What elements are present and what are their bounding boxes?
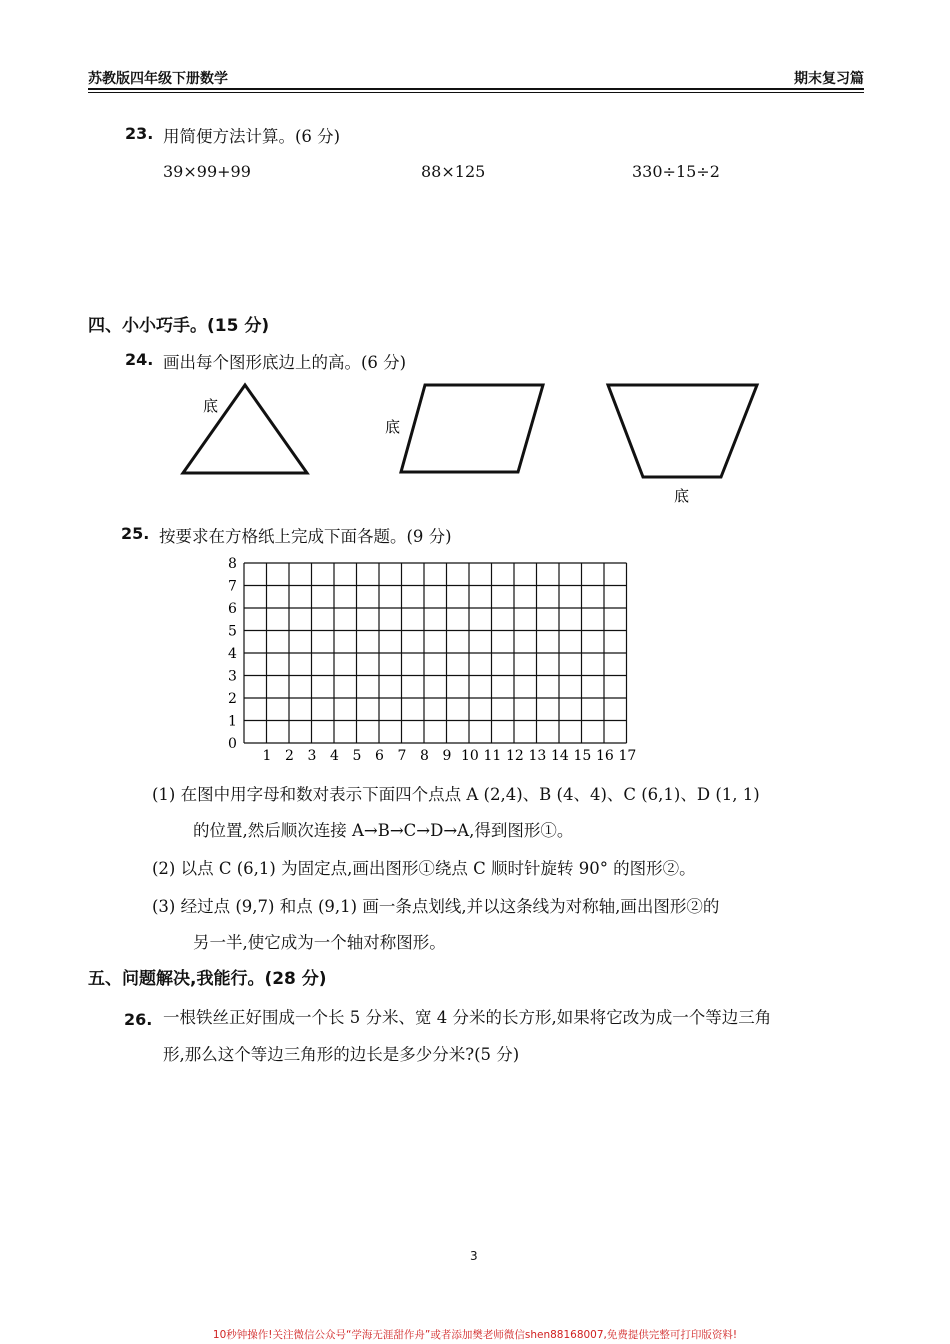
header-right: 期末复习篇 — [794, 71, 864, 87]
x-tick-label: 1 — [262, 748, 272, 764]
x-tick-label: 17 — [618, 748, 637, 764]
header-left: 苏教版四年级下册数学 — [88, 71, 228, 87]
x-tick-label: 8 — [420, 748, 429, 764]
q25-number: 25. — [121, 524, 150, 543]
q25-part-3-line-1: (3) 经过点 (9,7) 和点 (9,1) 画一条点划线,并以这条线为对称轴,画出图形②的 — [152, 897, 720, 916]
triangle-shape — [183, 385, 307, 473]
y-tick-label: 3 — [228, 668, 237, 685]
header-rule-thin — [88, 92, 864, 93]
y-tick-label: 5 — [228, 623, 237, 640]
x-tick-label: 3 — [307, 748, 317, 764]
x-tick-label: 10 — [461, 748, 479, 764]
q23-text: 用简便方法计算。(6 分) — [163, 127, 341, 146]
coordinate-grid — [0, 550, 950, 775]
x-tick-label: 11 — [483, 748, 502, 764]
section-4-title: 四、小小巧手。(15 分) — [88, 316, 270, 336]
x-tick-label: 12 — [506, 748, 524, 764]
x-tick-label: 9 — [442, 748, 452, 764]
q24-text: 画出每个图形底边上的高。(6 分) — [163, 353, 407, 372]
q23-expression-2: 88×125 — [421, 162, 486, 181]
y-tick-label: 6 — [228, 601, 237, 617]
q26-line-2: 形,那么这个等边三角形的边长是多少分米?(5 分) — [163, 1045, 520, 1064]
trapezoid-shape — [608, 385, 757, 477]
x-tick-label: 5 — [352, 748, 362, 764]
y-tick-label: 4 — [228, 646, 237, 662]
parallelogram-base-label: 底 — [385, 418, 401, 436]
x-tick-label: 16 — [596, 748, 614, 764]
q25-part-1-line-2: 的位置,然后顺次连接 A→B→C→D→A,得到图形①。 — [193, 821, 574, 840]
y-tick-label: 1 — [228, 713, 237, 730]
triangle-base-label: 底 — [203, 397, 219, 415]
x-tick-label: 14 — [551, 748, 569, 764]
q24-shapes — [0, 370, 950, 515]
q23-expression-1: 39×99+99 — [163, 162, 251, 181]
parallelogram-shape — [401, 385, 543, 472]
x-tick-label: 2 — [285, 748, 294, 764]
y-tick-label: 0 — [228, 736, 237, 752]
y-tick-label: 2 — [228, 691, 237, 707]
section-5-title: 五、问题解决,我能行。(28 分) — [88, 969, 327, 989]
q23-expression-3: 330÷15÷2 — [632, 162, 720, 181]
q24-number: 24. — [125, 350, 154, 369]
q26-line-1: 一根铁丝正好围成一个长 5 分米、宽 4 分米的长方形,如果将它改为成一个等边三角 — [163, 1008, 772, 1027]
y-tick-label: 7 — [228, 578, 237, 595]
x-tick-label: 13 — [528, 748, 547, 764]
trapezoid-base-label: 底 — [674, 487, 690, 505]
footer-notice: 10秒钟操作!关注微信公众号“学海无涯甜作舟”或者添加樊老师微信shen88168007,免费提供完整可打印版资料! — [212, 1329, 738, 1341]
q25-part-1-line-1: (1) 在图中用字母和数对表示下面四个点点 A (2,4)、B (4、4)、C (6,1)、D (1, 1) — [152, 785, 760, 804]
q25-text: 按要求在方格纸上完成下面各题。(9 分) — [159, 527, 452, 546]
x-tick-label: 7 — [397, 748, 407, 764]
x-tick-label: 4 — [330, 748, 339, 764]
x-tick-label: 15 — [573, 748, 592, 764]
q23-number: 23. — [125, 124, 154, 143]
header-rule-thick — [88, 88, 864, 90]
page-number: 3 — [470, 1249, 478, 1263]
x-tick-label: 6 — [375, 748, 384, 764]
y-tick-label: 8 — [228, 556, 237, 572]
q25-part-3-line-2: 另一半,使它成为一个轴对称图形。 — [193, 933, 446, 952]
q26-number: 26. — [124, 1010, 153, 1029]
q25-part-2-line-1: (2) 以点 C (6,1) 为固定点,画出图形①绕点 C 顺时针旋转 90° 的图形②。 — [152, 859, 696, 878]
